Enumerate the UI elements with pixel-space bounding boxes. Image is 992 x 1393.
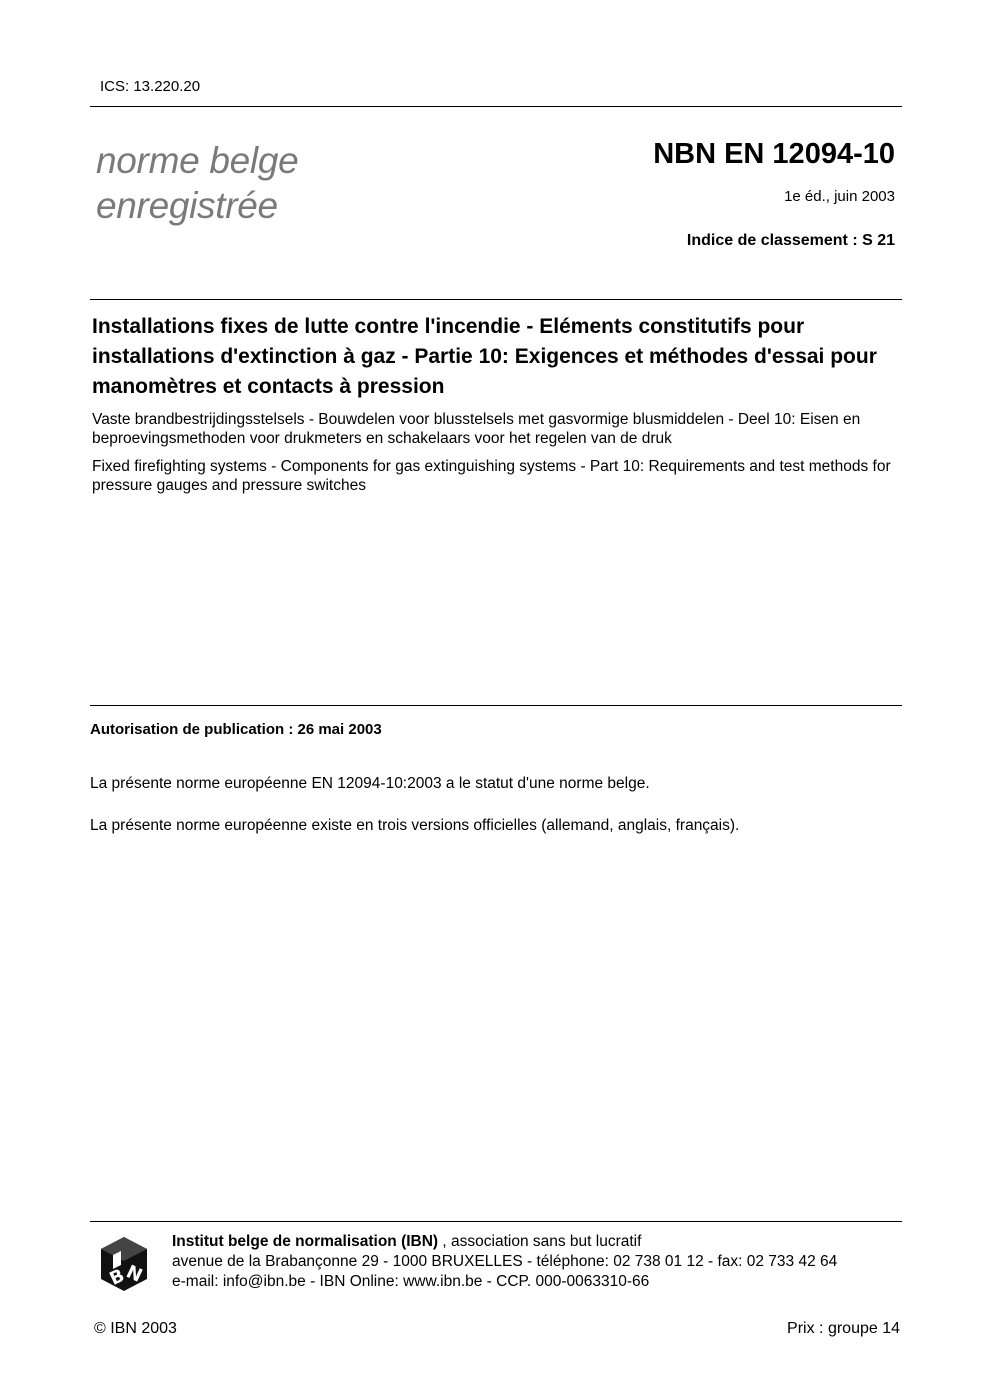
organisation-address: avenue de la Brabançonne 29 - 1000 BRUXELLES - téléphone: 02 738 01 12 - fax: 02 733 42 64 [172,1253,838,1270]
organisation-suffix: , association sans but lucratif [438,1233,642,1250]
organisation-contact: e-mail: info@ibn.be - IBN Online: www.ibn.be - CCP. 000-0063310-66 [172,1273,650,1290]
footer-divider [90,1221,902,1222]
ics-code: ICS: 13.220.20 [100,78,201,95]
organisation-line [172,1232,641,1252]
body-divider [90,705,902,706]
publication-authorisation: Autorisation de publication : 26 mai 2003 [90,721,382,738]
title-english: Fixed firefighting systems - Components for gas extinguishing systems - Part 10: Requirements and test methods for pressure gauges and pressure switches [92,458,891,494]
header-divider [90,106,902,107]
title-divider [90,299,902,300]
brand-title [96,138,298,228]
classification-index: Indice de classement : S 21 [686,232,895,249]
brand-line-2: enregistrée [96,185,278,226]
title-dutch: Vaste brandbestrijdingsstelsels - Bouwdelen voor blusstelsels met gasvormige blusmiddelen - Deel 10: Eisen en beproevingsmethoden voor drukmeters en schakelaars voor het regelen van de druk [92,411,861,447]
ibn-logo-icon [97,1235,151,1293]
standard-number: NBN EN 12094-10 [653,138,895,170]
svg-text:B: B [106,1265,128,1290]
organisation-name: Institut belge de normalisation (IBN) [172,1233,439,1250]
svg-text:N: N [122,1261,146,1287]
copyright-notice: © IBN 2003 [94,1320,177,1337]
status-paragraph: La présente norme européenne EN 12094-10:2003 a le statut d'une norme belge. [90,775,650,792]
edition-date: 1e éd., juin 2003 [784,188,895,205]
title-french: Installations fixes de lutte contre l'incendie - Eléments constitutifs pour installations d'extinction à gaz - Partie 10: Exigences et méthodes d'essai pour manomètres et contacts à pression [92,315,877,398]
price-group: Prix : groupe 14 [787,1320,900,1337]
brand-line-1: norme belge [96,140,299,181]
versions-paragraph: La présente norme européenne existe en trois versions officielles (allemand, anglais, français). [90,817,740,834]
